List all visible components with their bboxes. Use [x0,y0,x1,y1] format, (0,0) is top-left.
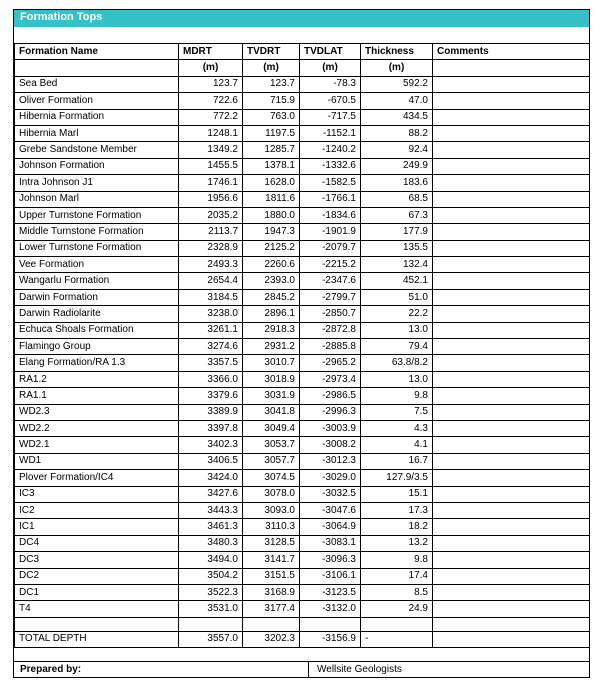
unit-comments-empty [433,60,590,76]
cell-comments [433,388,590,404]
cell-name: WD2.2 [15,420,179,436]
cell-thickness: 249.9 [361,158,433,174]
table-row [15,322,590,338]
cell-comments [433,437,590,453]
cell-mdrt: 1746.1 [179,175,243,191]
table-row [15,109,590,125]
cell-thickness: 18.2 [361,519,433,535]
cell-mdrt: 2328.9 [179,240,243,256]
table-row [15,502,590,518]
total-thickness: - [361,631,433,647]
cell-tvdlat: -2799.7 [300,289,361,305]
cell-thickness: 63.8/8.2 [361,355,433,371]
table-row [15,289,590,305]
table-row [15,388,590,404]
cell-thickness: 24.9 [361,601,433,617]
title-bar [14,10,589,27]
cell-tvdrt: 3031.9 [243,388,300,404]
col-header-tvdrt: TVDRT [243,44,300,60]
cell-thickness: 47.0 [361,93,433,109]
cell-name: Lower Turnstone Formation [15,240,179,256]
table-row [15,257,590,273]
cell-mdrt: 3480.3 [179,535,243,551]
cell-thickness: 135.5 [361,240,433,256]
table-row [15,453,590,469]
cell-thickness: 67.3 [361,207,433,223]
cell-name: Plover Formation/IC4 [15,470,179,486]
cell-tvdlat: -1834.6 [300,207,361,223]
cell-tvdrt: 3128.5 [243,535,300,551]
cell-tvdrt: 2260.6 [243,257,300,273]
cell-name: Wangarlu Formation [15,273,179,289]
cell-thickness: 434.5 [361,109,433,125]
cell-tvdrt: 3041.8 [243,404,300,420]
cell-tvdrt: 3177.4 [243,601,300,617]
table-row [15,76,590,92]
table-row [15,339,590,355]
cell-mdrt: 2035.2 [179,207,243,223]
unit-name-empty [15,60,179,76]
cell-name: Echuca Shoals Formation [15,322,179,338]
cell-mdrt: 3397.8 [179,420,243,436]
table-row [15,584,590,600]
cell-comments [433,125,590,141]
cell-mdrt: 722.6 [179,93,243,109]
cell-tvdlat: -1766.1 [300,191,361,207]
col-header-name: Formation Name [15,44,179,60]
cell-comments [433,191,590,207]
cell-name: Vee Formation [15,257,179,273]
cell-tvdrt: 1947.3 [243,224,300,240]
cell-tvdlat: -1332.6 [300,158,361,174]
cell-thickness: 17.4 [361,568,433,584]
unit-tvdrt: (m) [243,60,300,76]
cell-comments [433,142,590,158]
table-row [15,306,590,322]
cell-thickness: 127.9/3.5 [361,470,433,486]
cell-tvdlat: -3029.0 [300,470,361,486]
cell-mdrt: 3366.0 [179,371,243,387]
cell-mdrt: 1349.2 [179,142,243,158]
cell-mdrt: 3274.6 [179,339,243,355]
cell-mdrt: 3424.0 [179,470,243,486]
cell-name: Middle Turnstone Formation [15,224,179,240]
cell-tvdlat: -3012.3 [300,453,361,469]
cell-comments [433,76,590,92]
cell-comments [433,519,590,535]
table-row [15,601,590,617]
cell-tvdrt: 715.9 [243,93,300,109]
cell-mdrt: 3357.5 [179,355,243,371]
cell-thickness: 177.9 [361,224,433,240]
table-row [15,273,590,289]
cell-name: Hibernia Formation [15,109,179,125]
sheet-title: Formation Tops [20,11,103,23]
table-row [15,568,590,584]
cell-mdrt: 3379.6 [179,388,243,404]
cell-thickness: 68.5 [361,191,433,207]
cell-comments [433,306,590,322]
cell-tvdlat: -78.3 [300,76,361,92]
table-row [15,371,590,387]
formation-tops-table [14,43,590,648]
cell-name: Hibernia Marl [15,125,179,141]
cell-tvdrt: 1811.6 [243,191,300,207]
cell-mdrt: 3184.5 [179,289,243,305]
prepared-by-value: Wellsite Geologists [317,664,402,675]
total-tvdlat: -3156.9 [300,631,361,647]
cell-name: DC1 [15,584,179,600]
cell-comments [433,601,590,617]
spacer-row [15,617,590,631]
table-row [15,207,590,223]
cell-name: Darwin Formation [15,289,179,305]
cell-name: Intra Johnson J1 [15,175,179,191]
cell-tvdrt: 123.7 [243,76,300,92]
cell-thickness: 79.4 [361,339,433,355]
table-row [15,158,590,174]
cell-mdrt: 2113.7 [179,224,243,240]
cell-mdrt: 1455.5 [179,158,243,174]
cell-mdrt: 3531.0 [179,601,243,617]
cell-mdrt: 772.2 [179,109,243,125]
unit-mdrt: (m) [179,60,243,76]
cell-comments [433,535,590,551]
cell-mdrt: 3504.2 [179,568,243,584]
cell-tvdrt: 3168.9 [243,584,300,600]
cell-thickness: 51.0 [361,289,433,305]
cell-thickness: 592.2 [361,76,433,92]
cell-thickness: 132.4 [361,257,433,273]
cell-mdrt: 3406.5 [179,453,243,469]
cell-name: WD1 [15,453,179,469]
header-row [15,44,590,60]
cell-tvdrt: 2845.2 [243,289,300,305]
cell-tvdlat: -1582.5 [300,175,361,191]
cell-tvdrt: 2931.2 [243,339,300,355]
cell-thickness: 8.5 [361,584,433,600]
cell-tvdrt: 1880.0 [243,207,300,223]
cell-thickness: 88.2 [361,125,433,141]
cell-thickness: 7.5 [361,404,433,420]
cell-tvdrt: 3141.7 [243,552,300,568]
table-row [15,535,590,551]
cell-mdrt: 1248.1 [179,125,243,141]
cell-comments [433,207,590,223]
cell-mdrt: 2654.4 [179,273,243,289]
cell-comments [433,224,590,240]
table-row [15,519,590,535]
table-row [15,125,590,141]
cell-mdrt: 3522.3 [179,584,243,600]
footer [14,661,589,678]
cell-tvdlat: -3032.5 [300,486,361,502]
cell-name: Oliver Formation [15,93,179,109]
table-row [15,437,590,453]
cell-thickness: 452.1 [361,273,433,289]
cell-name: T4 [15,601,179,617]
cell-comments [433,322,590,338]
table-row [15,486,590,502]
cell-mdrt: 2493.3 [179,257,243,273]
cell-tvdlat: -3083.1 [300,535,361,551]
col-header-mdrt: MDRT [179,44,243,60]
cell-mdrt: 1956.6 [179,191,243,207]
cell-name: IC3 [15,486,179,502]
cell-thickness: 17.3 [361,502,433,518]
cell-tvdlat: -2885.8 [300,339,361,355]
cell-tvdlat: -2872.8 [300,322,361,338]
table-row [15,191,590,207]
cell-name: Grebe Sandstone Member [15,142,179,158]
cell-tvdlat: -2986.5 [300,388,361,404]
cell-tvdlat: -2215.2 [300,257,361,273]
cell-tvdrt: 3093.0 [243,502,300,518]
cell-tvdrt: 3110.3 [243,519,300,535]
cell-comments [433,175,590,191]
cell-mdrt: 3494.0 [179,552,243,568]
cell-tvdlat: -3096.3 [300,552,361,568]
cell-tvdlat: -1901.9 [300,224,361,240]
cell-name: Johnson Formation [15,158,179,174]
cell-comments [433,453,590,469]
cell-tvdrt: 3053.7 [243,437,300,453]
cell-mdrt: 3461.3 [179,519,243,535]
cell-name: Flamingo Group [15,339,179,355]
table-row [15,470,590,486]
cell-comments [433,109,590,125]
cell-comments [433,240,590,256]
cell-tvdrt: 2393.0 [243,273,300,289]
col-header-comments: Comments [433,44,590,60]
total-comments [433,631,590,647]
cell-mdrt: 3238.0 [179,306,243,322]
cell-tvdlat: -1240.2 [300,142,361,158]
cell-name: DC3 [15,552,179,568]
cell-tvdrt: 1285.7 [243,142,300,158]
cell-mdrt: 3389.9 [179,404,243,420]
cell-comments [433,158,590,174]
cell-mdrt: 3443.3 [179,502,243,518]
cell-tvdlat: -2079.7 [300,240,361,256]
cell-tvdlat: -2965.2 [300,355,361,371]
cell-tvdrt: 2896.1 [243,306,300,322]
cell-thickness: 4.1 [361,437,433,453]
cell-comments [433,470,590,486]
cell-tvdlat: -2347.6 [300,273,361,289]
cell-tvdrt: 2125.2 [243,240,300,256]
cell-thickness: 16.7 [361,453,433,469]
cell-thickness: 9.8 [361,552,433,568]
total-depth-row [15,631,590,647]
cell-tvdrt: 3049.4 [243,420,300,436]
col-header-tvdlat: TVDLAT [300,44,361,60]
cell-tvdlat: -3106.1 [300,568,361,584]
cell-comments [433,289,590,305]
cell-tvdlat: -3064.9 [300,519,361,535]
total-label: TOTAL DEPTH [15,631,179,647]
table-row [15,175,590,191]
cell-tvdrt: 3078.0 [243,486,300,502]
table-row [15,355,590,371]
cell-name: IC1 [15,519,179,535]
cell-comments [433,552,590,568]
cell-tvdlat: -717.5 [300,109,361,125]
cell-name: Darwin Radiolarite [15,306,179,322]
cell-tvdrt: 3010.7 [243,355,300,371]
total-mdrt: 3557.0 [179,631,243,647]
col-header-thickness: Thickness [361,44,433,60]
table-row [15,404,590,420]
cell-comments [433,584,590,600]
cell-name: DC2 [15,568,179,584]
cell-comments [433,273,590,289]
cell-thickness: 13.2 [361,535,433,551]
formation-tops-sheet [13,9,590,678]
units-row [15,60,590,76]
cell-comments [433,502,590,518]
cell-name: RA1.2 [15,371,179,387]
cell-name: IC2 [15,502,179,518]
cell-comments [433,257,590,273]
cell-name: Sea Bed [15,76,179,92]
cell-tvdlat: -2850.7 [300,306,361,322]
cell-tvdrt: 1378.1 [243,158,300,174]
cell-mdrt: 3261.1 [179,322,243,338]
cell-comments [433,568,590,584]
cell-tvdlat: -1152.1 [300,125,361,141]
cell-tvdlat: -3123.5 [300,584,361,600]
cell-tvdlat: -2973.4 [300,371,361,387]
cell-comments [433,339,590,355]
table-row [15,420,590,436]
cell-thickness: 4.3 [361,420,433,436]
table-row [15,552,590,568]
cell-tvdrt: 3018.9 [243,371,300,387]
cell-name: WD2.3 [15,404,179,420]
cell-name: WD2.1 [15,437,179,453]
table-row [15,224,590,240]
cell-tvdlat: -3003.9 [300,420,361,436]
cell-thickness: 183.6 [361,175,433,191]
cell-name: Johnson Marl [15,191,179,207]
cell-mdrt: 123.7 [179,76,243,92]
cell-comments [433,371,590,387]
cell-tvdrt: 3057.7 [243,453,300,469]
cell-tvdrt: 2918.3 [243,322,300,338]
cell-tvdlat: -3047.6 [300,502,361,518]
cell-name: RA1.1 [15,388,179,404]
footer-divider [308,662,309,678]
cell-tvdrt: 1628.0 [243,175,300,191]
cell-thickness: 13.0 [361,371,433,387]
cell-thickness: 9.8 [361,388,433,404]
unit-thickness: (m) [361,60,433,76]
cell-tvdlat: -670.5 [300,93,361,109]
cell-tvdlat: -2996.3 [300,404,361,420]
cell-comments [433,420,590,436]
cell-tvdrt: 763.0 [243,109,300,125]
table-row [15,142,590,158]
cell-thickness: 13.0 [361,322,433,338]
table-row [15,93,590,109]
cell-tvdrt: 3151.5 [243,568,300,584]
cell-name: Elang Formation/RA 1.3 [15,355,179,371]
cell-comments [433,404,590,420]
cell-name: DC4 [15,535,179,551]
prepared-by-label: Prepared by: [20,664,82,675]
formation-rows [15,76,590,617]
cell-comments [433,355,590,371]
unit-tvdlat: (m) [300,60,361,76]
cell-tvdrt: 1197.5 [243,125,300,141]
cell-name: Upper Turnstone Formation [15,207,179,223]
cell-comments [433,486,590,502]
cell-tvdlat: -3008.2 [300,437,361,453]
cell-tvdrt: 3074.5 [243,470,300,486]
cell-thickness: 92.4 [361,142,433,158]
table-row [15,240,590,256]
cell-thickness: 22.2 [361,306,433,322]
cell-comments [433,93,590,109]
total-tvdrt: 3202.3 [243,631,300,647]
cell-tvdlat: -3132.0 [300,601,361,617]
cell-mdrt: 3402.3 [179,437,243,453]
cell-thickness: 15.1 [361,486,433,502]
cell-mdrt: 3427.6 [179,486,243,502]
